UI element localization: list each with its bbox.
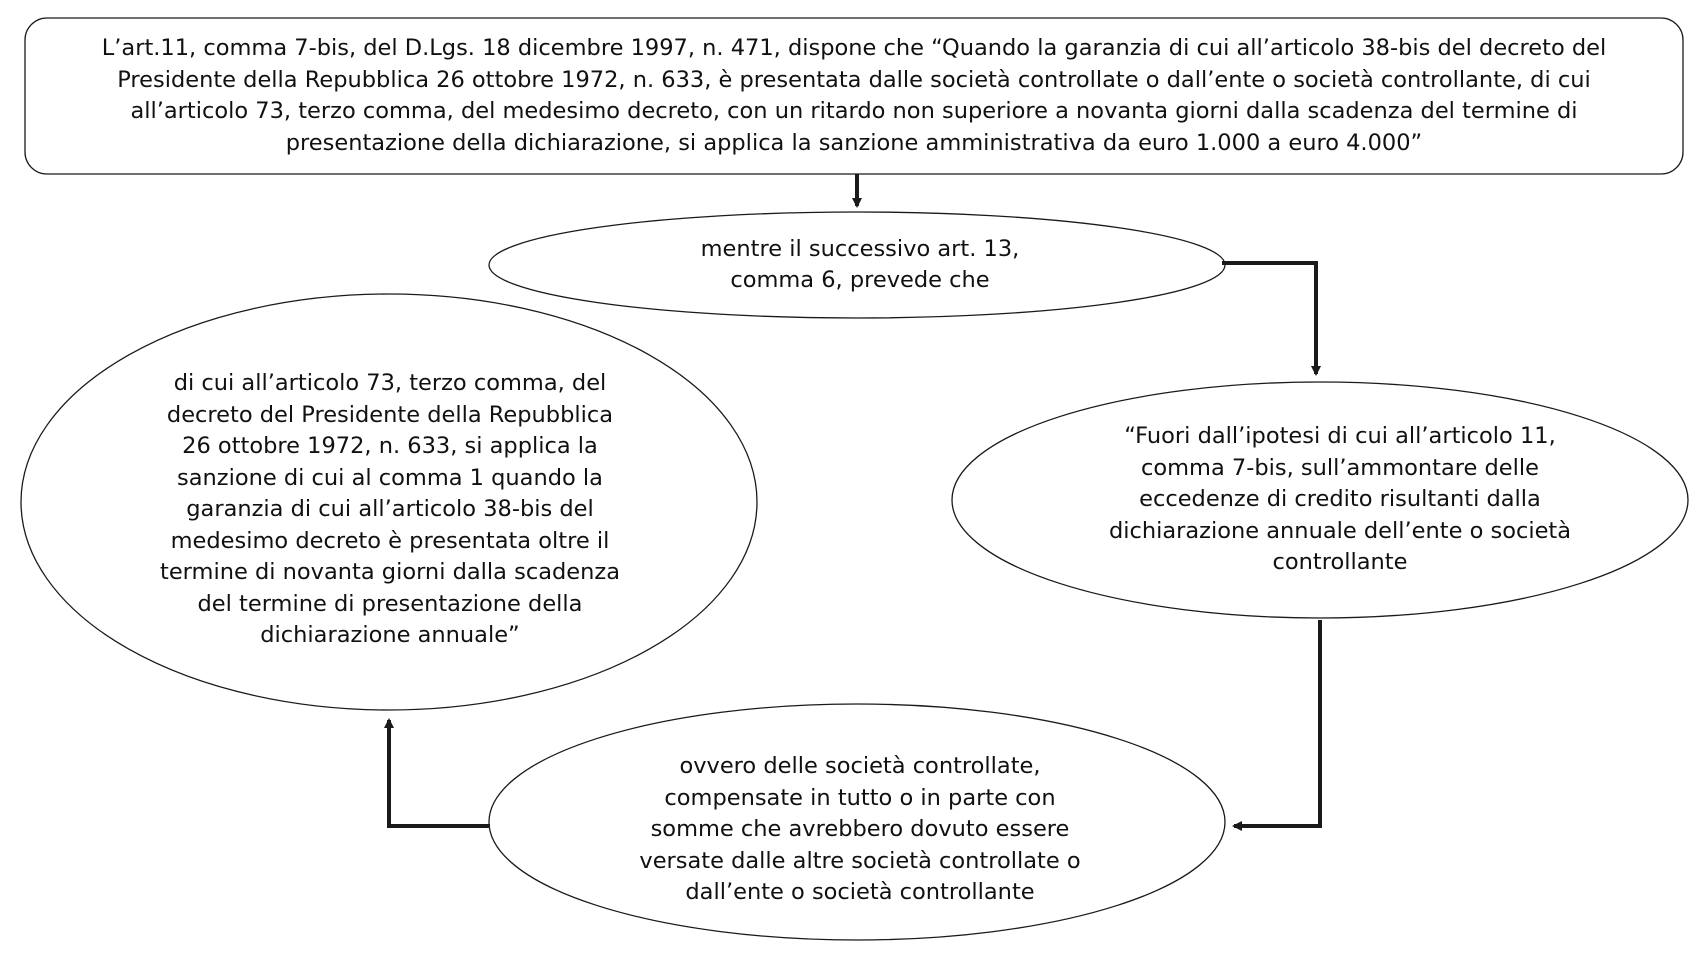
arrow-mentre-to-fuori	[1222, 263, 1316, 374]
arrow-ovvero-to-dicui	[389, 720, 490, 826]
ellipse-dicui-text: di cui all’articolo 73, terzo comma, del decreto del Presidente della Repubblica 26 ottobre 1972, n. 633, si applica la sanzione di cui al comma 1 quando la garanzia di cui all’articolo 38-bis del medesimo decreto è presentata oltre il termine di novanta giorni dalla scadenza del termine di presentazione della dichiarazione annuale”	[160, 370, 620, 649]
ellipse-fuori-text: “Fuori dall’ipotesi di cui all’articolo 11, comma 7-bis, sull’ammontare delle eccedenze di credito risultanti dalla dichiarazione annuale dell’ente o società controllante	[1108, 423, 1572, 576]
top-box-text: L’art.11, comma 7-bis, del D.Lgs. 18 dicembre 1997, n. 471, dispone che “Quando la garanzia di cui all’articolo 38-bis del decreto del Presidente della Repubblica 26 ottobre 1972, n. 633, è presentata dalle società controllate o dall’ente o società controllante, di cui all’articolo 73, terzo comma, del medesimo decreto, con un ritardo non superiore a novanta giorni dalla scadenza del termine di presentazione della dichiarazione, si applica la sanzione amministrativa da euro 1.000 a euro 4.000”	[101, 35, 1607, 156]
arrow-fuori-to-ovvero	[1234, 620, 1320, 826]
ellipse-ovvero-text: ovvero delle società controllate, compensate in tutto o in parte con somme che avrebbero dovuto essere versate dalle altre società controllate o dall’ente o società controllante	[639, 753, 1081, 906]
ellipse-mentre-text: mentre il successivo art. 13, comma 6, prevede che	[700, 235, 1020, 293]
